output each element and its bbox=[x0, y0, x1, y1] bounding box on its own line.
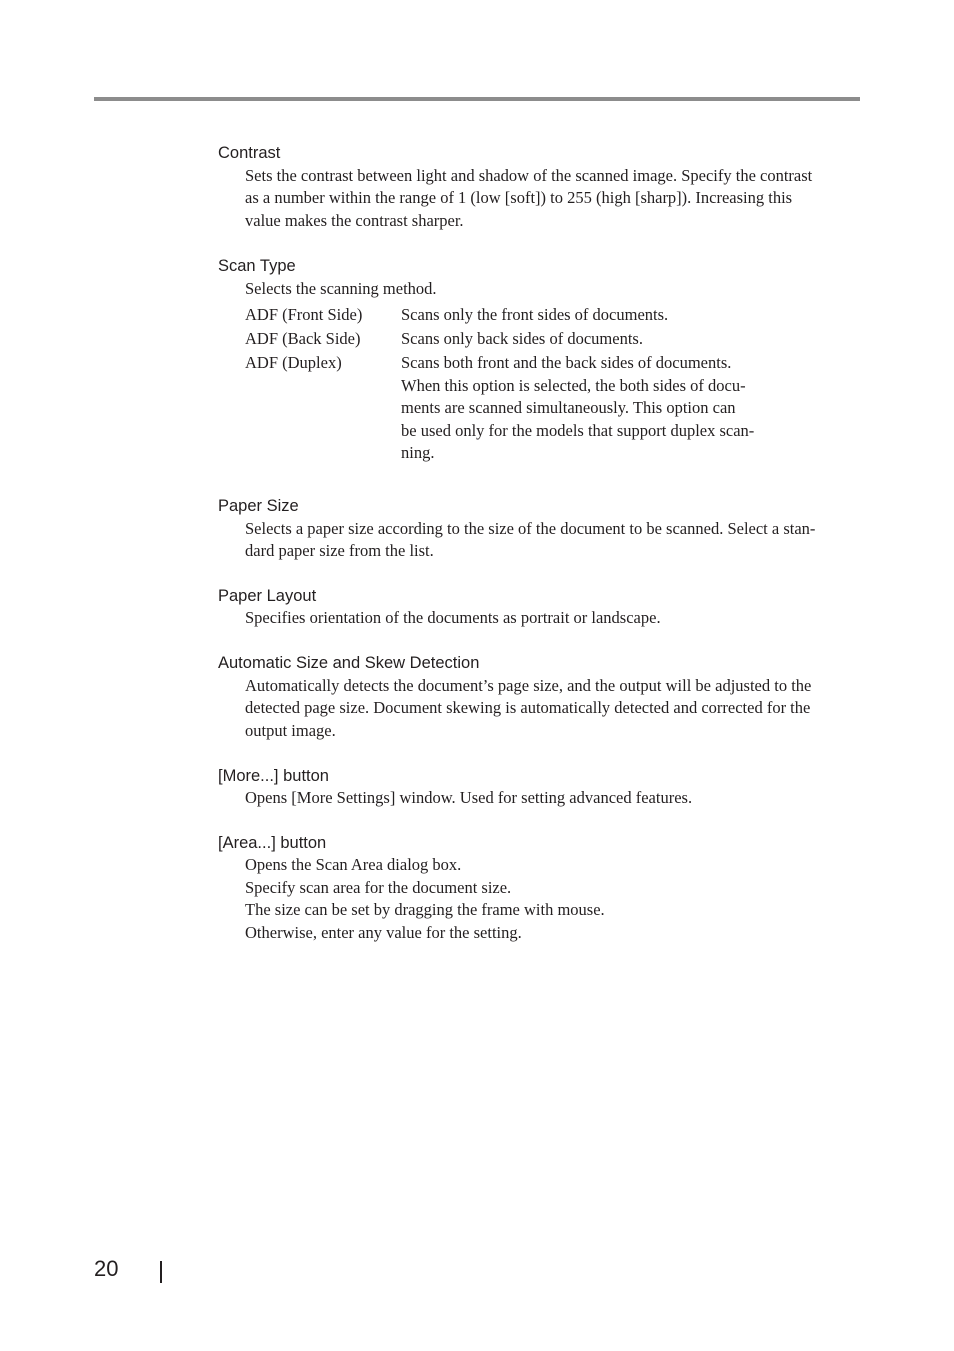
paper-layout-heading: Paper Layout bbox=[218, 587, 317, 605]
auto-detect-heading: Automatic Size and Skew Detection bbox=[218, 654, 480, 672]
option-name-duplex: ADF (Duplex) bbox=[245, 353, 342, 372]
auto-detect-text-line-3: output image. bbox=[245, 721, 336, 740]
auto-detect-text-line-2: detected page size. Document skewing is automatically detected and corrected for the bbox=[245, 698, 811, 717]
option-desc-duplex-line-3: ments are scanned simultaneously. This option can bbox=[401, 398, 736, 417]
scan-type-intro: Selects the scanning method. bbox=[245, 279, 437, 298]
area-button-text-line-1: Opens the Scan Area dialog box. bbox=[245, 855, 462, 874]
option-desc-duplex-line-1: Scans both front and the back sides of documents. bbox=[401, 353, 732, 372]
area-button-text-line-4: Otherwise, enter any value for the setting. bbox=[245, 923, 522, 942]
paper-size-text-line-1: Selects a paper size according to the size of the document to be scanned. Select a stan- bbox=[245, 519, 816, 538]
area-button-text-line-2: Specify scan area for the document size. bbox=[245, 878, 512, 897]
header-rule bbox=[94, 97, 860, 101]
contrast-text-line-1: Sets the contrast between light and shadow of the scanned image. Specify the contrast bbox=[245, 166, 813, 185]
paper-layout-text-line-1: Specifies orientation of the documents as portrait or landscape. bbox=[245, 608, 661, 627]
page-number: 20 bbox=[94, 1256, 119, 1281]
more-button-text-line-1: Opens [More Settings] window. Used for setting advanced features. bbox=[245, 788, 693, 807]
paper-size-text-line-2: dard paper size from the list. bbox=[245, 541, 434, 560]
scan-type-heading: Scan Type bbox=[218, 257, 296, 275]
option-name-back-side: ADF (Back Side) bbox=[245, 329, 361, 348]
option-desc-duplex-line-4: be used only for the models that support duplex scan- bbox=[401, 421, 755, 440]
area-button-text-line-3: The size can be set by dragging the frame with mouse. bbox=[245, 900, 605, 919]
contrast-heading: Contrast bbox=[218, 144, 281, 162]
paper-size-heading: Paper Size bbox=[218, 497, 299, 515]
auto-detect-text-line-1: Automatically detects the document’s page size, and the output will be adjusted to the bbox=[245, 676, 812, 695]
option-desc-duplex-line-2: When this option is selected, the both sides of docu- bbox=[401, 376, 746, 395]
area-button-heading: [Area...] button bbox=[218, 834, 327, 852]
contrast-text-line-3: value makes the contrast sharper. bbox=[245, 211, 464, 230]
option-desc-duplex-line-5: ning. bbox=[401, 443, 435, 462]
footer-divider bbox=[160, 1261, 162, 1283]
more-button-heading: [More...] button bbox=[218, 767, 329, 785]
option-desc-back-side: Scans only back sides of documents. bbox=[401, 329, 643, 348]
option-name-front-side: ADF (Front Side) bbox=[245, 305, 363, 324]
contrast-text-line-2: as a number within the range of 1 (low [soft]) to 255 (high [sharp]). Increasing this bbox=[245, 188, 793, 207]
option-desc-front-side: Scans only the front sides of documents. bbox=[401, 305, 669, 324]
